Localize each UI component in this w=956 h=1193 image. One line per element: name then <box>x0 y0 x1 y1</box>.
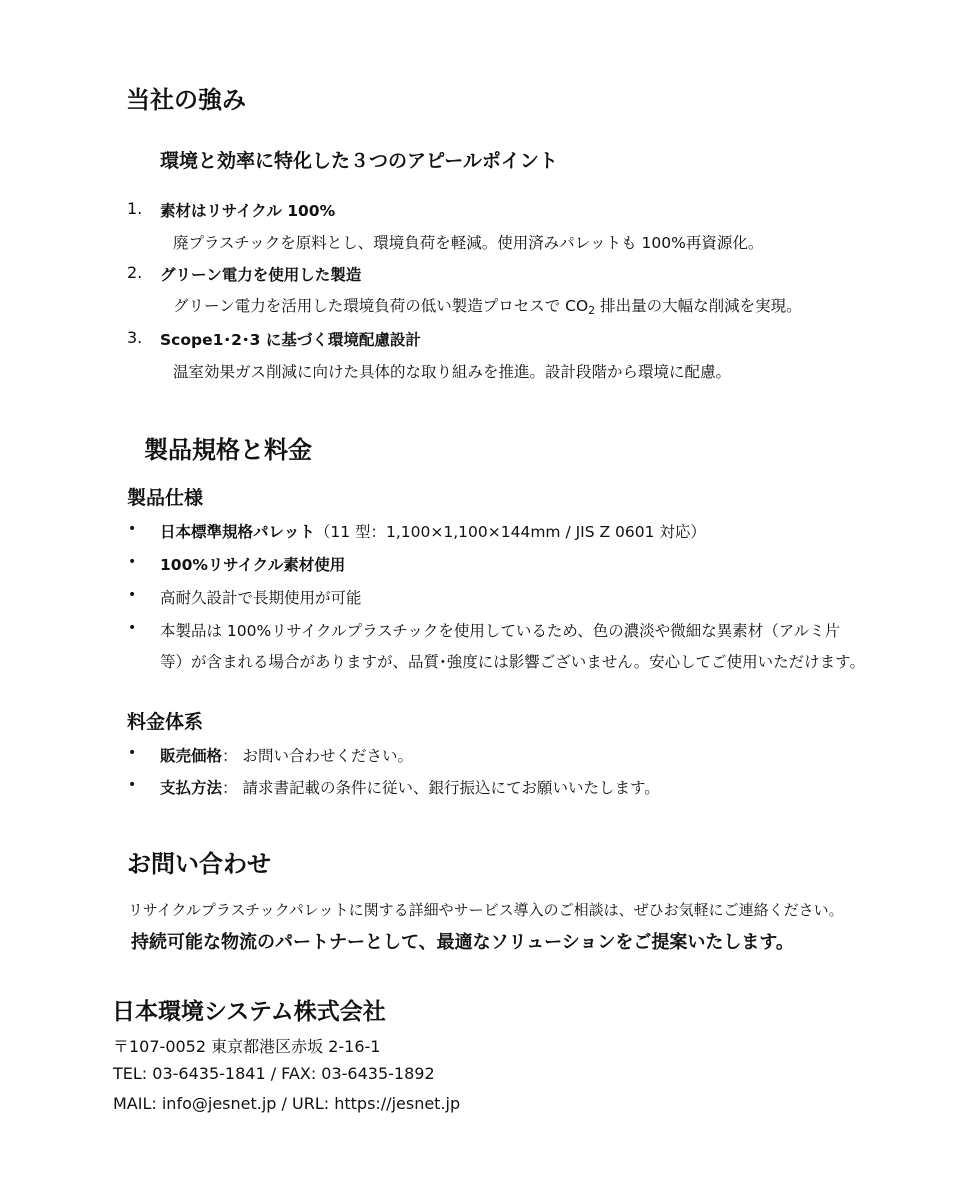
spec-title: 製品仕様 <box>127 487 204 509</box>
strength-2-title: グリーン電力を使用した製造 <box>160 266 362 284</box>
spec-item-3: 高耐久設計で長期使用が可能 <box>160 589 362 607</box>
price-bullet-1: • <box>128 745 137 761</box>
spec-item-4-cont: 等）が含まれる場合がありますが、品質･強度には影響ございません。安心してご使用いただけます。 <box>160 653 865 671</box>
strengths-subtitle: 環境と効率に特化した３つのアピールポイント <box>160 150 558 172</box>
contact-title: お問い合わせ <box>127 850 271 878</box>
strength-2-number: 2. <box>127 263 143 282</box>
spec-bullet-2: • <box>128 554 137 570</box>
spec-item-4: 本製品は 100%リサイクルプラスチックを使用しているため、色の濃淡や微細な異素材（アルミ片 <box>160 622 841 640</box>
contact-tagline: 持続可能な物流のパートナーとして、最適なソリューションをご提案いたします。 <box>131 932 794 953</box>
strength-3-desc: 温室効果ガス削減に向けた具体的な取り組みを推進。設計段階から環境に配慮。 <box>173 363 732 381</box>
price-item-1: 販売価格： お問い合わせください。 <box>160 747 413 765</box>
strength-3-title: Scope1･2･3 に基づく環境配慮設計 <box>160 331 421 349</box>
spec-bullet-1: • <box>128 521 137 537</box>
strengths-title: 当社の強み <box>126 86 246 114</box>
company-address: 〒107-0052 東京都港区赤坂 2-16-1 <box>113 1037 381 1056</box>
spec-item-1: 日本標準規格パレット（11 型：1,100×1,100×144mm / JIS Z 0601 対応） <box>160 523 706 541</box>
product-title: 製品規格と料金 <box>144 436 312 464</box>
spec-bullet-4: • <box>128 620 137 636</box>
price-bullet-2: • <box>128 777 137 793</box>
company-mail: MAIL: info@jesnet.jp / URL: https://jesnet.jp <box>113 1094 461 1113</box>
strength-2-desc: グリーン電力を活用した環境負荷の低い製造プロセスで $CO_2$ 排出量の大幅な削減を実現。 <box>173 297 802 317</box>
company-phone: TEL: 03-6435-1841 / FAX: 03-6435-1892 <box>113 1064 435 1083</box>
strength-1-desc: 廃プラスチックを原料とし、環境負荷を軽減。使用済みパレットも 100%再資源化。 <box>173 234 764 252</box>
strength-1-title: 素材はリサイクル 100% <box>160 202 336 220</box>
spec-bullet-3: • <box>128 587 137 603</box>
strength-1-number: 1. <box>127 199 143 218</box>
strength-3-number: 3. <box>127 328 143 347</box>
spec-item-2: 100%リサイクル素材使用 <box>160 556 346 574</box>
price-title: 料金体系 <box>127 711 204 733</box>
company-name: 日本環境システム株式会社 <box>112 999 386 1025</box>
contact-text: リサイクルプラスチックパレットに関する詳細やサービス導入のご相談は、ぜひお気軽にご連絡ください。 <box>128 901 844 919</box>
price-item-2: 支払方法： 請求書記載の条件に従い、銀行振込にてお願いいたします。 <box>160 779 660 797</box>
